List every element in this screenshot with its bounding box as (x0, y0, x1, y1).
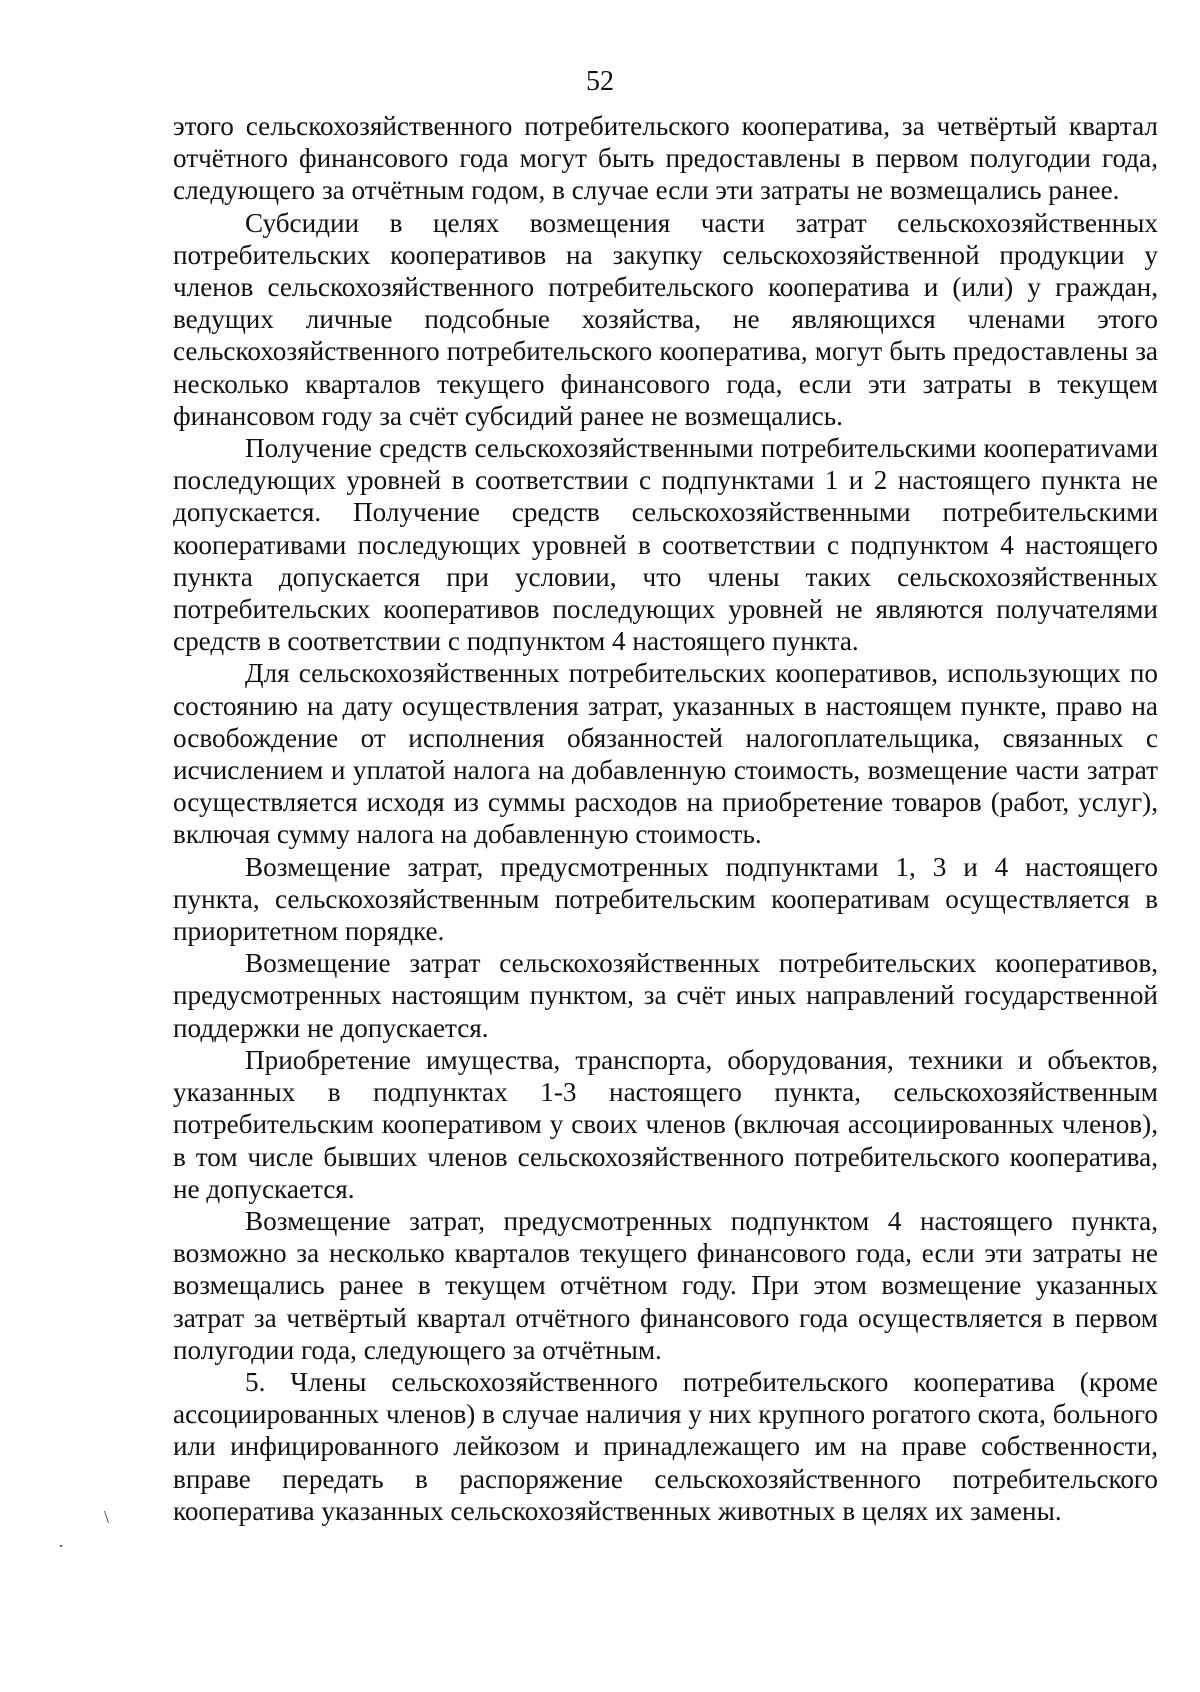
scan-speck: \ (104, 1507, 110, 1527)
paragraph-vat-exemption: Для сельскохозяйственных потребительских кооперативов, использующих по состоянию на дату осуществления затрат, указанных в настоящем пункте, право на освобождение от исполнения обязанностей налогоплательщика, связанных с исчислением и уплатой налога на добавленную стоимость, возмещение части затрат осуществляется исходя из суммы расходов на приобретение товаров (работ, услуг), включая сумму налога на добавленную стоимость. (173, 658, 1158, 850)
paragraph-item-5-cattle: 5. Члены сельскохозяйственного потребительского кооператива (кроме ассоциированных членов) в случае наличия у них крупного рогатого скота, больного или инфицированного лейкозом и принадлежащего им на праве собственности, вправе передать в распоряжение сельскохозяйственного потребительского кооператива указанных сельскохозяйственных животных в целях их замены. (173, 1366, 1158, 1526)
paragraph-acquisition-restriction: Приобретение имущества, транспорта, оборудования, техники и объектов, указанных в подпунктах 1-3 настоящего пункта, сельскохозяйственным потребительским кооперативом у своих членов (включая ассоциированных членов), в том числе бывших членов сельскохозяйственного потребительского кооператива, не допускается. (173, 1044, 1158, 1204)
paragraph-priority-compensation: Возмещение затрат, предусмотренных подпунктами 1, 3 и 4 настоящего пункта, сельскохозяйственным потребительским кооперативам осуществляется в приоритетном порядке. (173, 851, 1158, 947)
paragraph-continuation: этого сельскохозяйственного потребительского кооператива, за четвёртый квартал отчётного финансового года могут быть предоставлены в первом полугодии года, следующего за отчётным годом, в случае если эти затраты не возмещались ранее. (173, 111, 1158, 206)
document-body (173, 110, 1158, 1527)
scan-speck: · (58, 1536, 64, 1556)
page-number: 52 (586, 66, 614, 97)
paragraph-next-level-cooperatives: Получение средств сельскохозяйственными потребительскими кооператиvами последующих уровней в соответствии с подпунктами 1 и 2 настоящего пункта не допускается. Получение средств сельскохозяйственными потребительскими кооперативами последующих уровней в соответствии с подпунктом 4 настоящего пункта допускается при условии, что члены таких сельскохозяйственных потребительских кооперативов последующих уровней не являются получателями средств в соответствии с подпунктом 4 настоящего пункта. (173, 433, 1158, 657)
paragraph-no-other-support: Возмещение затрат сельскохозяйственных потребительских кооперативов, предусмотренных настоящим пунктом, за счёт иных направлений государственной поддержки не допускается. (173, 948, 1158, 1043)
paragraph-subsidies-purchase: Субсидии в целях возмещения части затрат сельскохозяйственных потребительских кооперативов на закупку сельскохозяйственной продукции у членов сельскохозяйственного потребительского кооператива и (или) у граждан, ведущих личные подсобные хозяйства, не являющихся членами этого сельскохозяйственного потребительского кооператива, могут быть предоставлены за несколько кварталов текущего финансового года, если эти затраты в текущем финансовом году за счёт субсидий ранее не возмещались. (173, 207, 1158, 431)
paragraph-subpoint-4-compensation: Возмещение затрат, предусмотренных подпунктом 4 настоящего пункта, возможно за несколько кварталов текущего финансового года, если эти затраты не возмещались ранее в текущем отчётном году. При этом возмещение указанных затрат за четвёртый квартал отчётного финансового года осуществляется в первом полугодии года, следующего за отчётным. (173, 1205, 1158, 1365)
